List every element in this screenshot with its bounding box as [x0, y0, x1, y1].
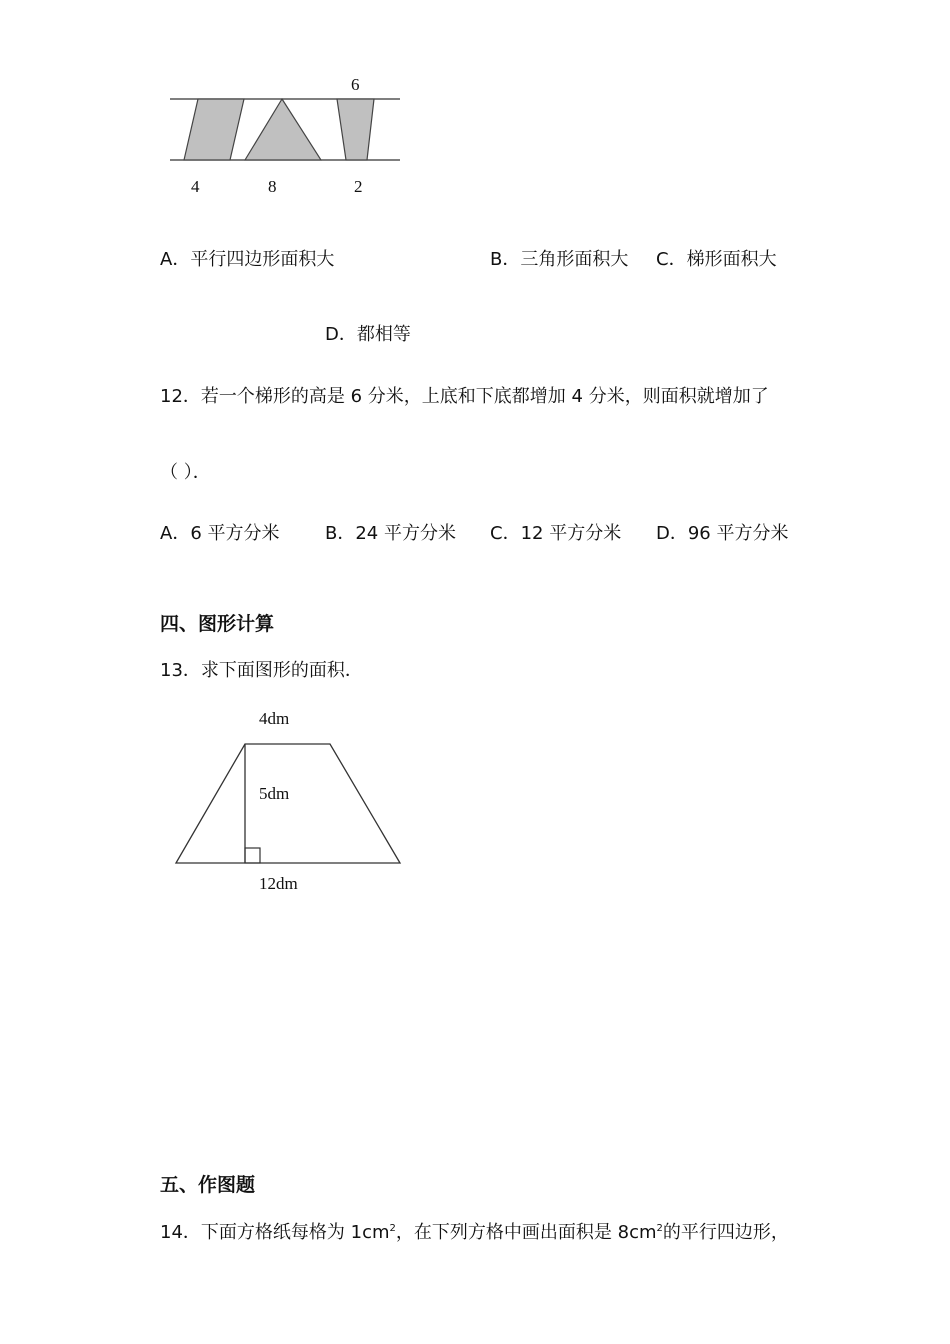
q12-option-c[interactable]: C．12 平方分米 — [490, 523, 622, 544]
q13-prompt: 13．求下面图形的面积． — [160, 660, 363, 681]
q14-sup-1: 2 — [389, 1223, 396, 1234]
bottom-base-label: 12dm — [259, 874, 298, 893]
q11-option-a[interactable]: A．平行四边形面积大 — [160, 249, 335, 270]
height-label: 5dm — [259, 784, 290, 803]
parallelogram-base-label: 4 — [191, 177, 200, 196]
trapezoid-top-label: 6 — [351, 75, 360, 94]
q14-text-before: 14．下面方格纸每格为 1cm — [160, 1222, 390, 1243]
triangle-base-label: 8 — [268, 177, 277, 196]
q12-option-d[interactable]: D．96 平方分米 — [656, 523, 789, 544]
q14-text-middle: ，在下列方格中画出面积是 8cm — [395, 1222, 657, 1243]
section4-heading: 四、图形计算 — [160, 613, 275, 635]
top-base-label: 4dm — [259, 709, 290, 728]
q14-sup-2: 2 — [656, 1223, 663, 1234]
q11-option-d[interactable]: D．都相等 — [325, 324, 411, 345]
section5-heading: 五、作图题 — [160, 1174, 256, 1196]
q12-option-b[interactable]: B．24 平方分米 — [325, 523, 456, 544]
q12-question-line2: （ ）． — [160, 462, 211, 483]
q11-option-c[interactable]: C．梯形面积大 — [656, 249, 777, 270]
trapezoid-bottom-label: 2 — [354, 177, 363, 196]
q12-option-a[interactable]: A．6 平方分米 — [160, 523, 280, 544]
q14-text-after: 的平行四边形， — [662, 1222, 789, 1243]
q11-option-b[interactable]: B．三角形面积大 — [490, 249, 629, 270]
right-angle-mark — [245, 848, 260, 863]
q12-question-line1: 12．若一个梯形的高是 6 分米，上底和下底都增加 4 分米，则面积就增加了 — [160, 386, 769, 407]
q14-question — [160, 1221, 789, 1245]
